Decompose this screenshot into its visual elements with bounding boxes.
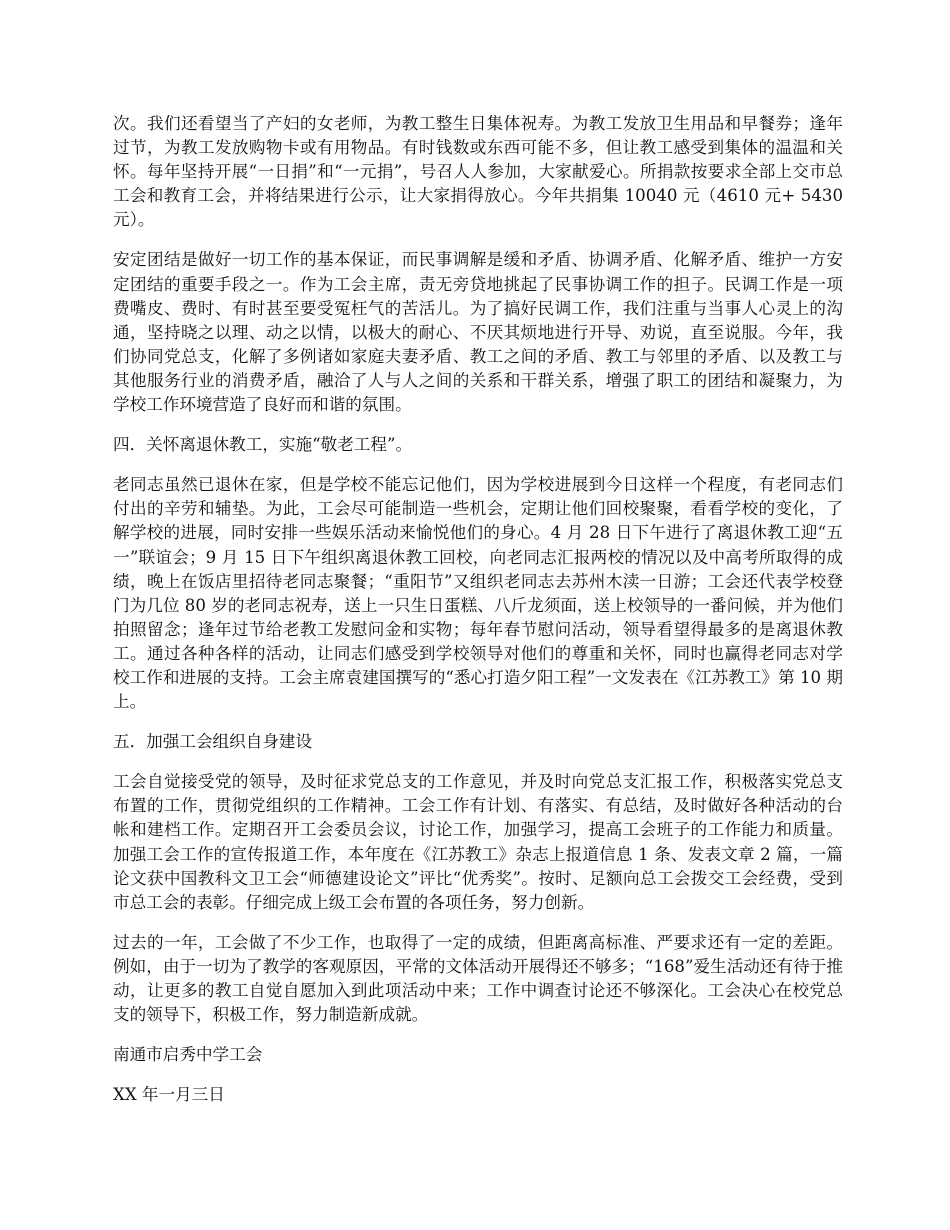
section-heading-retirees: 四．关怀离退休教工，实施“敬老工程”。: [113, 435, 413, 455]
paragraph-retirees: 老同志虽然已退休在家，但是学校不能忘记他们，因为学校进展到今日这样一个程度，有老同志们付出的辛劳和辅垫。为此，工会尽可能制造一些机会，定期让他们回校聚聚，看看学校的变化，了解学校的进展，同时安排一些娱乐活动来愉悦他们的身心。4 月 28 日下午进行了离退休教工迎“五一”联谊会；9 月 15 日下午组织离退休教工回校，向老同志汇报两校的情况以及中高考所取得的成绩，晚上在饭店里招待老同志聚餐；“重阳节”又组织老同志去苏州木渎一日游；工会还代表学校登门为几位 80 岁的老同志祝寿，送上一只生日蛋糕、八斤龙须面，送上校领导的一番问候，并为他们拍照留念；逢年过节给老教工发慰问金和实物；每年春节慰问活动，领导看望得最多的是离退休教工。通过各种各样的活动，让同志们感受到学校领导对他们的尊重和关怀，同时也赢得老同志对学校工作和进展的支持。工会主席袁建国撰写的“悉心打造夕阳工程”一文发表在《江苏教工》第 10 期上。: [113, 475, 843, 712]
document-page: [113, 112, 843, 1123]
paragraph-care-for-staff: 次。我们还看望当了产妇的女老师，为教工整生日集体祝寿。为教工发放卫生用品和早餐券；逢年过节，为教工发放购物卡或有用物品。有时钱数或东西可能不多，但让教工感受到集体的温温和关怀。每年坚持开展“一日捐”和“一元捐”，号召人人参加，大家献爱心。所捐款按要求全部上交市总工会和教育工会，并将结果进行公示，让大家捐得放心。今年共捐集 10040 元（4610 元+ 5430 元）。: [113, 114, 843, 230]
signature-date: XX 年一月三日: [113, 1085, 225, 1105]
signature-organization: 南通市启秀中学工会: [113, 1045, 263, 1065]
paragraph-self-building: 工会自觉接受党的领导，及时征求党总支的工作意见，并及时向党总支汇报工作，积极落实党总支布置的工作，贯彻党组织的工作精神。工会工作有计划、有落实、有总结，及时做好各种活动的台帐和建档工作。定期召开工会委员会议，讨论工作，加强学习，提高工会班子的工作能力和质量。加强工会工作的宣传报道工作，本年度在《江苏教工》杂志上报道信息 1 条、发表文章 2 篇，一篇论文获中国教科文卫工会“师德建设论文”评比“优秀奖”。按时、足额向总工会拨交工会经费，受到市总工会的表彰。仔细完成上级工会布置的各项任务，努力创新。: [113, 772, 843, 912]
paragraph-mediation: 安定团结是做好一切工作的基本保证，而民事调解是缓和矛盾、协调矛盾、化解矛盾、维护一方安定团结的重要手段之一。作为工会主席，责无旁贷地挑起了民事协调工作的担子。民调工作是一项费嘴皮、费时、有时甚至要受冤枉气的苦活儿。为了搞好民调工作，我们注重与当事人心灵上的沟通，坚持晓之以理、动之以情，以极大的耐心、不厌其烦地进行开导、劝说，直至说服。今年，我们协同党总支，化解了多例诸如家庭夫妻矛盾、教工之间的矛盾、教工与邻里的矛盾、以及教工与其他服务行业的消费矛盾，融洽了人与人之间的关系和干群关系，增强了职工的团结和凝聚力，为学校工作环境营造了良好而和谐的氛围。: [113, 250, 843, 415]
section-heading-self-building: 五．加强工会组织自身建设: [113, 732, 313, 752]
paragraph-summary: 过去的一年，工会做了不少工作，也取得了一定的成绩，但距离高标准、严要求还有一定的差距。例如，由于一切为了教学的客观原因，平常的文体活动开展得还不够多；“168”爱生活动还有待于推动，让更多的教工自觉自愿加入到此项活动中来；工作中调查讨论还不够深化。工会决心在校党总支的领导下，积极工作，努力制造新成就。: [113, 932, 843, 1025]
